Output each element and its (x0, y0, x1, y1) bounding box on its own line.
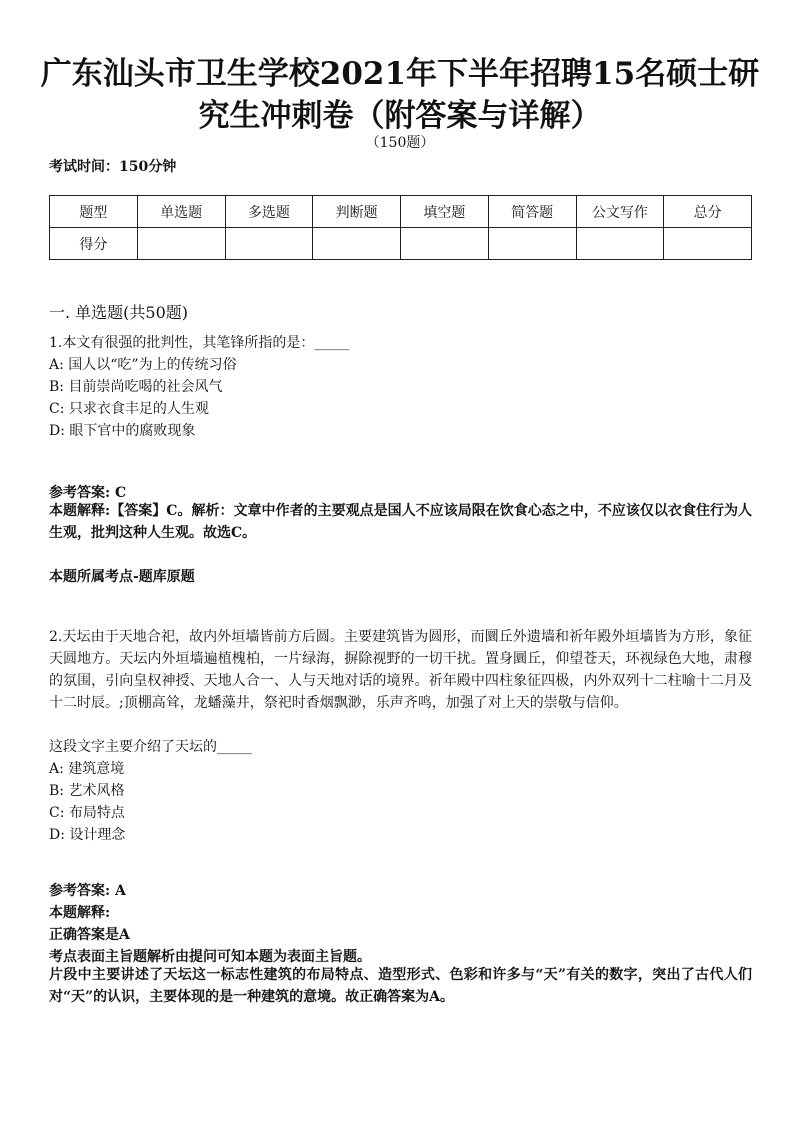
score-cell[interactable] (137, 228, 225, 260)
q2-explanation-label: 本题解释: (49, 905, 111, 921)
score-table-header: 题型 (50, 196, 138, 228)
document-title-line2: 究生冲刺卷（附答案与详解） (198, 98, 602, 134)
q2-analysis-point: 考点表面主旨题解析由提问可知本题为表面主旨题。 (49, 949, 371, 965)
q2-option-d: D: 设计理念 (49, 827, 126, 843)
score-table-header: 简答题 (488, 196, 576, 228)
q2-question: 这段文字主要介绍了天坛的_____ (49, 739, 252, 755)
score-cell[interactable] (488, 228, 576, 260)
score-table-header: 填空题 (401, 196, 489, 228)
question-count: （150题） (365, 135, 435, 151)
q1-option-c: C: 只求衣食丰足的人生观 (49, 401, 209, 417)
section-title: 一. 单选题(共50题) (49, 303, 189, 322)
score-cell[interactable] (225, 228, 313, 260)
q1-stem: 1.本文有很强的批判性，其笔锋所指的是：_____ (49, 335, 350, 351)
score-table-header: 多选题 (225, 196, 313, 228)
q2-correct-answer: 正确答案是A (49, 927, 130, 943)
score-table (49, 195, 752, 260)
q1-option-d: D: 眼下官中的腐败现象 (49, 423, 196, 439)
document-title-line1: 广东汕头市卫生学校2021年下半年招聘15名硕士研 (40, 56, 760, 92)
q1-point: 本题所属考点-题库原题 (49, 569, 195, 585)
q1-option-a: A: 国人以“吃”为上的传统习俗 (49, 357, 237, 373)
score-table-header: 公文写作 (576, 196, 664, 228)
score-table-header: 总分 (664, 196, 752, 228)
score-cell[interactable] (664, 228, 752, 260)
q1-explanation: 本题解释:【答案】C。解析：文章中作者的主要观点是国人不应该局限在饮食心态之中，不应该仅以衣食住行为人生观，批判这种人生观。故选C。 (49, 503, 752, 541)
score-table-header: 单选题 (137, 196, 225, 228)
score-cell[interactable] (401, 228, 489, 260)
q2-stem: 2.天坛由于天地合祀，故内外垣墙皆前方后圆。主要建筑皆为圆形，而圜丘外遗墙和祈年殿外垣墙皆为方形，象征天圆地方。天坛内外垣墙遍植槐柏，一片绿海，摒除视野的一切干扰。置身圜丘，仰望苍天，环视绿色大地，肃穆的氛围，引向皇权神授、天地人合一、人与天地对话的境界。祈年殿中四柱象征四极，内外双列十二柱喻十二月及十二时辰。;顶棚高耸，龙蟠藻井，祭祀时香烟飘渺，乐声齐鸣，加强了对上天的崇敬与信仰。 (49, 629, 752, 711)
q2-option-c: C: 布局特点 (49, 805, 125, 821)
q2-analysis-text: 片段中主要讲述了天坛这一标志性建筑的布局特点、造型形式、色彩和许多与“天”有关的数字，突出了古代人们对“天”的认识，主要体现的是一种建筑的意境。故正确答案为A。 (49, 967, 752, 1005)
score-table-header: 判断题 (313, 196, 401, 228)
q2-answer: 参考答案: A (49, 883, 126, 899)
exam-time: 考试时间：150分钟 (49, 159, 177, 175)
score-table-score-row (50, 228, 752, 260)
score-cell[interactable] (313, 228, 401, 260)
q2-option-b: B: 艺术风格 (49, 783, 125, 799)
score-cell[interactable] (576, 228, 664, 260)
q1-option-b: B: 目前崇尚吃喝的社会风气 (49, 379, 223, 395)
q1-answer: 参考答案: C (49, 485, 127, 501)
score-table-header-row (50, 196, 752, 228)
score-row-label: 得分 (50, 228, 138, 260)
q2-option-a: A: 建筑意境 (49, 761, 125, 777)
